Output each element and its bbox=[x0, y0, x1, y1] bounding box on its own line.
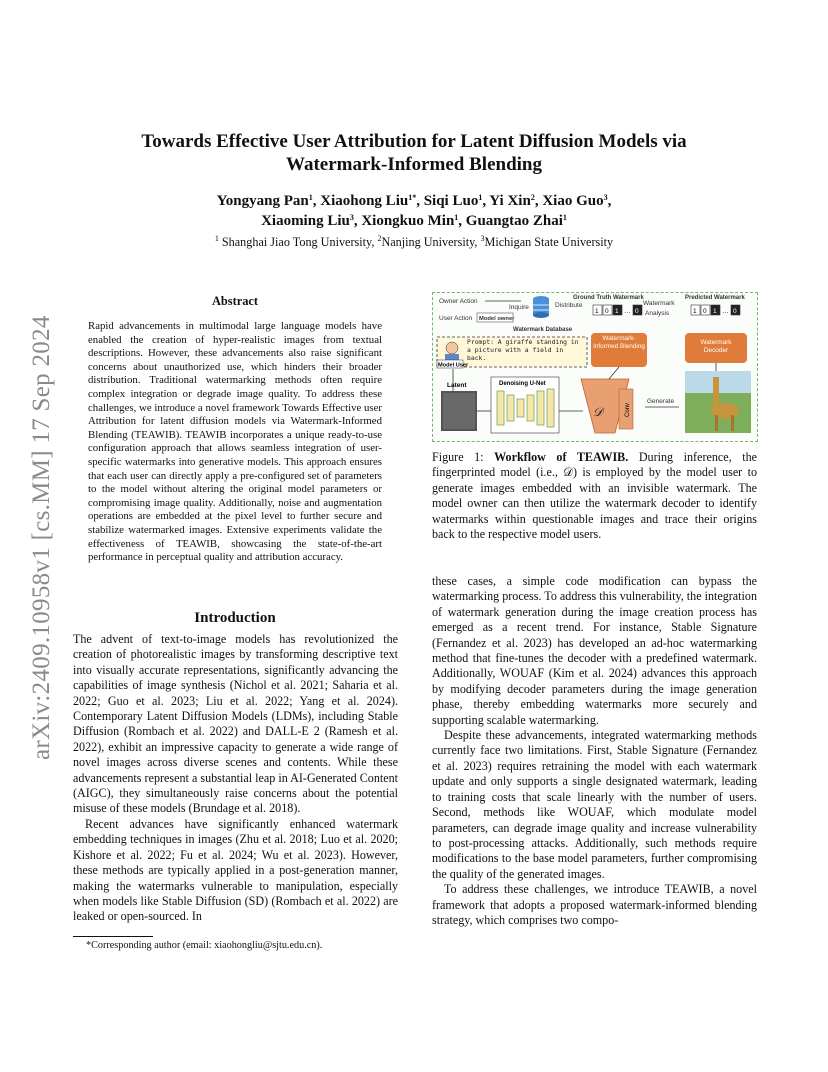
title-line-1: Towards Effective User Attribution for Latent Diffusion Models via bbox=[141, 131, 687, 152]
author: Yongyang Pan bbox=[216, 193, 309, 209]
author-sup: 3 bbox=[603, 193, 608, 202]
user-avatar-icon bbox=[445, 342, 459, 360]
giraffe-image bbox=[685, 371, 751, 433]
author-sup: 3 bbox=[349, 213, 354, 222]
bit: 1 bbox=[693, 308, 697, 315]
model-user-label: Model User bbox=[438, 362, 469, 369]
bit: … bbox=[722, 308, 729, 315]
author-sup: 1 bbox=[308, 193, 313, 202]
paragraph: Despite these advancements, integrated watermarking methods currently face two limitations. First, Stable Signature (Fernandez et al. 2023) requires retraining the model with each watermark update and only supports a single designated watermark, leading to training costs that scale linearly with the number of users. Second, methods like WOUAF, which modulate model parameters, can degrade image quality and increase vulnerability to post-processing attacks. Additionally, such methods require modifications to the base model parameters, further compromising the quality of the generated images. bbox=[432, 728, 757, 881]
bit: 0 bbox=[703, 308, 707, 315]
author: Yi Xin bbox=[489, 193, 531, 209]
database-icon bbox=[533, 296, 549, 318]
author-list: Yongyang Pan$^1$, Xiaohong Liu$^{1*}$, Siqi Luo$^1$, Yi Xin$^2$, Xiao Guo$^3$, Xiaoming Liu$^3$, Xiongkuo Min$^1$, Guangtao Zhai$^1$ bbox=[216, 193, 612, 229]
caption-body: During inference, the fingerprinted model (i.e., 𝒟) is employed by the model user to generate images embedded with an invisible watermark. The model owner can then utilize the watermark decoder to identify watermarks within questionable images and trace their origins back to the respective model users. bbox=[432, 450, 757, 542]
title-line-2: Watermark-Informed Blending bbox=[286, 154, 542, 175]
bit: 1 bbox=[615, 308, 619, 315]
gt-watermark-label: Ground Truth Watermark bbox=[573, 295, 644, 301]
affiliations: $^1$ Shanghai Jiao Tong University, $^2$Nanjing University, $^3$Michigan State University bbox=[214, 234, 614, 249]
figure-caption bbox=[432, 450, 757, 542]
user-action-label: User Action bbox=[439, 315, 473, 322]
author-sup: 1 bbox=[562, 213, 567, 222]
affiliation: Nanjing University bbox=[381, 235, 475, 249]
left-column-text bbox=[73, 632, 398, 925]
conv-label: Conv bbox=[625, 402, 631, 417]
watermark-label: Watermark bbox=[643, 300, 675, 307]
author: Xiaoming Liu bbox=[261, 213, 350, 229]
arxiv-identifier: arXiv:2409.10958v1 [cs.MM] 17 Sep 2024 bbox=[28, 315, 55, 760]
footnote-rule bbox=[73, 936, 153, 937]
bit: 0 bbox=[635, 308, 639, 315]
caption-label: Figure 1: bbox=[432, 450, 495, 464]
abstract-heading: Abstract bbox=[211, 294, 259, 308]
right-column-text bbox=[432, 574, 757, 928]
caption-title: Workflow of TEAWIB. bbox=[494, 450, 629, 464]
bit: 0 bbox=[605, 308, 609, 315]
affil-sup: 3 bbox=[480, 234, 485, 243]
paragraph: Recent advances have significantly enhanced watermark embedding techniques in images (Zhu et al. 2018; Luo et al. 2020; Kishore et al. 2022; Fu et al. 2024; Wu et al. 2023). However, these methods are typically applied in a post-generation manner, making the watermarks vulnerable to manipulation, especially when models like Stable Diffusion (SD) (Rombach et al. 2022) are leaked or open-sourced. In bbox=[73, 816, 398, 924]
analysis-label: Analysis bbox=[645, 310, 670, 317]
author-sup: 1 bbox=[478, 193, 483, 202]
paper-title bbox=[100, 130, 728, 176]
affiliation: Michigan State University bbox=[484, 235, 614, 249]
decoder-label: Watermark Decoder bbox=[700, 339, 732, 354]
prompt-text: Prompt: A giraffe standing in a picture with a field in back. bbox=[467, 338, 579, 362]
generate-label: Generate bbox=[647, 398, 675, 405]
footnote: *Corresponding author (email: xiaohongliu@sjtu.edu.cn). bbox=[86, 940, 323, 951]
distribute-label: Distribute bbox=[555, 302, 583, 309]
bit: … bbox=[624, 308, 631, 315]
figure-workflow bbox=[432, 292, 758, 442]
pred-bits bbox=[691, 305, 740, 315]
author-sup: 1* bbox=[408, 193, 417, 202]
author: Xiaohong Liu bbox=[320, 193, 409, 209]
bit: 1 bbox=[595, 308, 599, 315]
introduction-heading: Introduction bbox=[194, 610, 276, 626]
affil-sup: 1 bbox=[214, 234, 219, 243]
author: Guangtao Zhai bbox=[465, 213, 563, 229]
paragraph: The advent of text-to-image models has revolutionized the creation of photorealistic images by transforming descriptive text into visually accurate representations, significantly advancing the capabilities of image synthesis (Nichol et al. 2021; Saharia et al. 2022; Guo et al. 2023; Liu et al. 2022; Yang et al. 2024). Contemporary Latent Diffusion Models (LDMs), including Stable Diffusion (Rombach et al. 2022) and DALL-E 2 (Ramesh et al. 2022), exhibit an impressive capacity to generate a wide range of novel images across diverse scenes and contents. While these advancements represent a substantial leap in AI-Generated Content (AIGC), they simultaneously raise concerns about the potential misuse of these models (Brundage et al. 2018). bbox=[73, 632, 398, 816]
workflow-diagram bbox=[433, 293, 757, 441]
predicted-watermark-label: Predicted Watermark bbox=[685, 295, 745, 301]
author: Xiongkuo Min bbox=[361, 213, 455, 229]
watermark-database-label: Watermark Database bbox=[513, 327, 573, 333]
model-owner-label: Model owner bbox=[479, 316, 515, 322]
abstract-body: Rapid advancements in multimodal large language models have enabled the creation of hyper-realistic images from textual descriptions. However, these advancements also raise significant concerns about unauthorized use, which hinders their broader distribution. Traditional watermarking methods often require complex integration or degrade image quality. To address these challenges, we introduce a novel framework Towards Effective user Attribution for latent diffusion models via Watermark-Informed Blending (TEAWIB). TEAWIB incorporates a unique ready-to-use configuration approach that allows seamless integration of user-specific watermarks into generative models. This approach ensures that each user can directly apply a pre-configured set of parameters to the model without altering the original model parameters or compromising image quality. Additionally, noise and augmentation operations are embedded at the pixel level to further secure and stabilize watermarked images. Extensive experiments validate the effectiveness of TEAWIB, showcasing the state-of-the-art performance in perceptual quality and attribution accuracy. bbox=[88, 320, 382, 564]
gt-bits bbox=[593, 305, 642, 315]
paragraph: To address these challenges, we introduce TEAWIB, a novel framework that adopts a proposed watermark-informed blending strategy, which comprises two compo- bbox=[432, 882, 757, 927]
denoising-label: Denoising U-Net bbox=[499, 381, 546, 387]
inquire-label: Inquire bbox=[509, 304, 529, 311]
author-sup: 1 bbox=[454, 213, 459, 222]
owner-action-label: Owner Action bbox=[439, 298, 478, 305]
bit: 1 bbox=[713, 308, 717, 315]
author: Xiao Guo bbox=[542, 193, 604, 209]
blending-label: Watermark-Informed Blending bbox=[593, 335, 645, 350]
paragraph: these cases, a simple code modification can bypass the watermarking process. To address this vulnerability, the integration of watermark generation during the image creation process has emerged as a recent trend. For instance, Stable Signature (Fernandez et al. 2023) has developed an ad-hoc watermarking method that fine-tunes the decoder with a predefined watermark. Additionally, WOUAF (Kim et al. 2024) advances this approach by modifying decoder parameters during the image generation phase, thereby embedding watermarks more securely and supporting scalable watermarking. bbox=[432, 574, 757, 727]
author: Siqi Luo bbox=[423, 193, 479, 209]
affil-sup: 2 bbox=[377, 234, 382, 243]
d-symbol: 𝒟 bbox=[593, 405, 603, 419]
latent-label: Latent bbox=[447, 382, 467, 389]
affiliation: Shanghai Jiao Tong University bbox=[221, 235, 372, 249]
author-sup: 2 bbox=[530, 193, 535, 202]
bit: 0 bbox=[733, 308, 737, 315]
